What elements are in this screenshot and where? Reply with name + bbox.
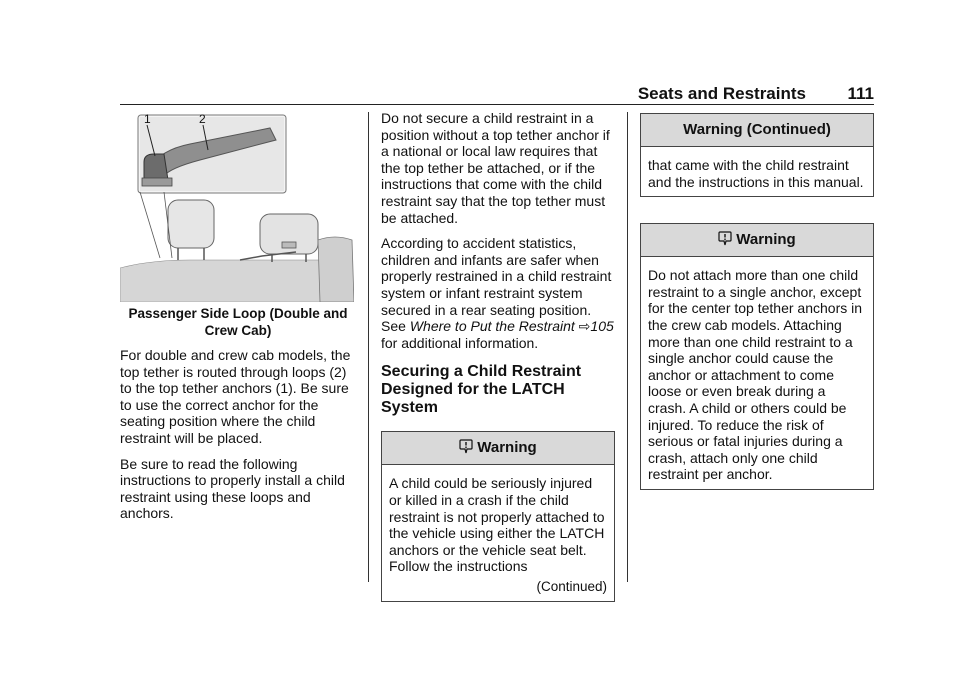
section-title: Seats and Restraints [637,84,806,103]
column-1 [120,110,356,531]
warning-text: A child could be seriously injured or killed in a crash if the child restraint is not properly attached to the vehicle using either the LATCH anchors or the vehicle seat belt. Follow the instructions [389,475,605,575]
paragraph-text: for additional information. [381,334,539,351]
warning-body: Do not attach more than one child restraint to a single anchor, except for the center top tether anchors in the crew cab models. Attaching more than one child restraint to a single anchor could cause the anchor or attachment to come loose or even break during a crash. A child or others could be injured. To reduce the risk of serious or fatal injuries during a crash, attach only one child restraint per anchor. [648,267,863,483]
continued-label: (Continued) [536,578,607,594]
paragraph: Be sure to read the following instructions to properly install a child restraint using these loops and anchors. [120,455,345,522]
cross-reference-link[interactable]: Where to Put the Restraint [409,318,575,335]
column-divider-1 [368,112,369,582]
warning-body: that came with the child restraint and the instructions in this manual. [648,157,864,190]
paragraph: For double and crew cab models, the top tether is routed through loops (2) to the top tether anchors (1). Be sure to use the correct anchor for the seating position where the child restraint will be placed. [120,347,351,446]
page-number: 111 [847,84,874,103]
paragraph-with-reference [381,235,615,351]
paragraph-text: According to accident statistics, children and infants are safer when properly restrained in a child restraint system or infant restraint system secured in a rear seating position. See [381,235,612,335]
page-ref-number[interactable]: 105 [590,318,614,335]
section-heading: Securing a Child Restraint Designed for the LATCH System [381,363,582,417]
warning-header: Warning (Continued) [641,114,873,147]
column-3 [640,113,874,490]
warning-icon [459,439,473,454]
warning-icon [718,231,732,246]
figure-callout-2: 2 [199,112,206,126]
warning-title: Warning [477,439,537,457]
warning-title: Warning [736,231,796,249]
warning-header [382,432,614,465]
column-divider-2 [627,112,628,582]
warning-box [640,223,874,490]
warning-body [382,465,614,601]
paragraph: Do not secure a child restraint in a position without a top tether anchor if a national or local law requires that the top tether be attached, or if the instructions that come with the child restraint say that the top tether must be attached. [381,110,610,226]
page-header [120,84,874,105]
warning-box-continued [640,113,874,197]
page-ref-arrow-icon: ⇨ [578,318,591,335]
figure-caption: Passenger Side Loop (Double and Crew Cab) [128,306,348,338]
warning-box [381,431,615,602]
warning-header [641,224,873,257]
seat-tether-loop-illustration [120,110,354,302]
figure-callout-1: 1 [144,112,151,126]
column-2 [381,110,615,602]
